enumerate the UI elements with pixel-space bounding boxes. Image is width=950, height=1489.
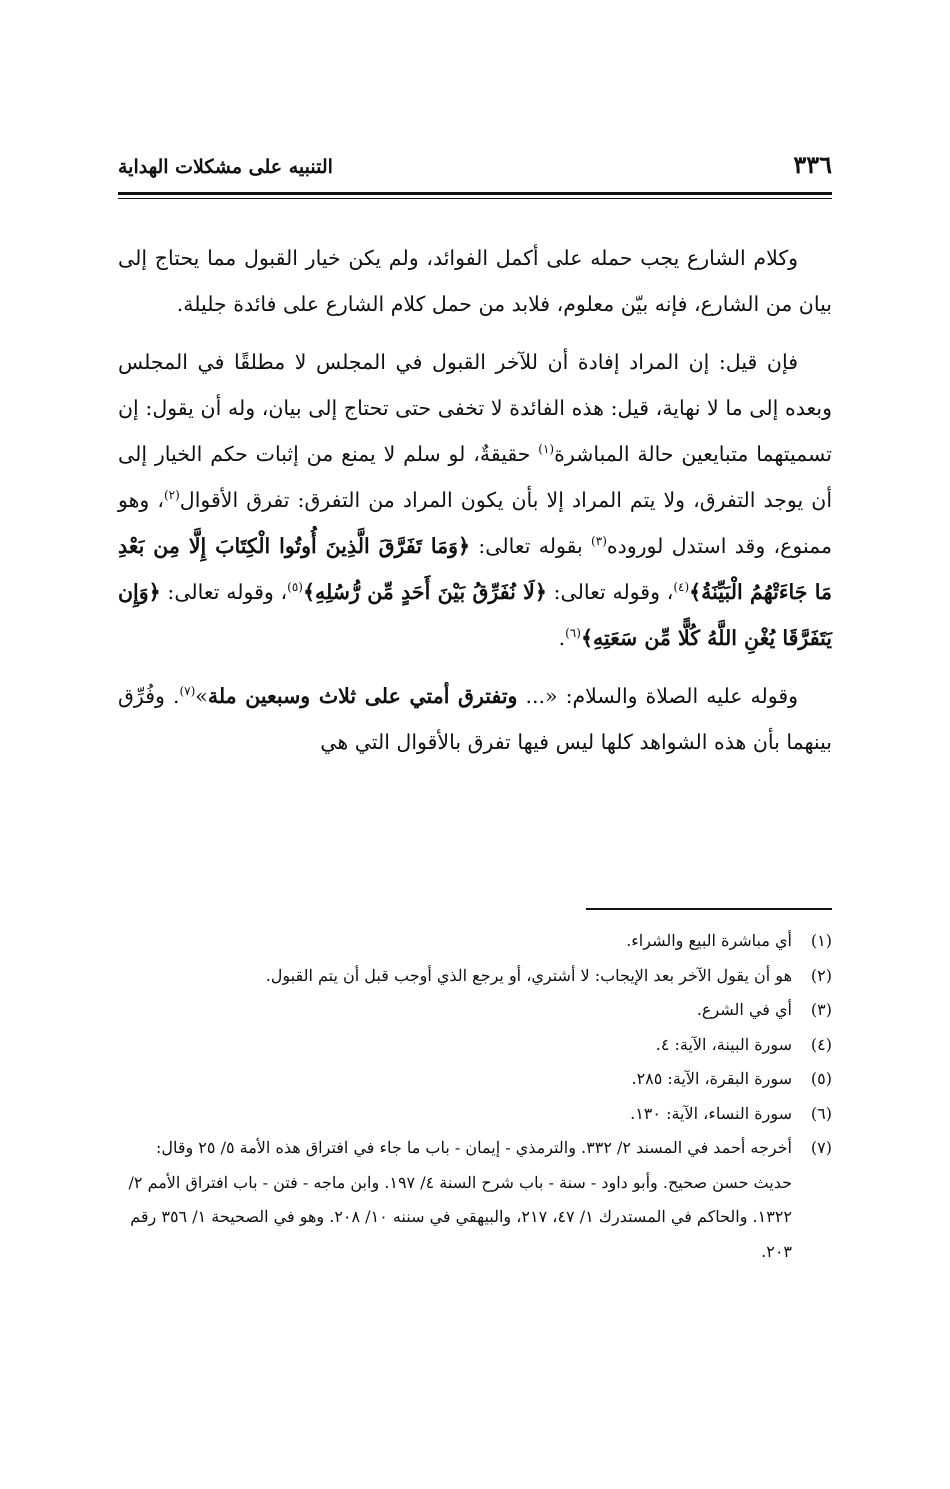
main-text <box>118 235 832 777</box>
footnote-ref: (٢) <box>163 488 180 503</box>
text-run: . وفُرِّق بينهما بأن هذه الشواهد كلها ليس فيها تفرق بالأقوال التي هي <box>118 684 832 754</box>
footnote <box>118 1062 832 1097</box>
footnote-text: سورة النساء، الآية: ١٣٠. <box>630 1103 792 1123</box>
text-run: فإن قيل: إن المراد إفادة أن للآخر القبول في المجلس لا مطلقًا في المجلس وبعده إلى ما لا نهاية، قيل: هذه الفائدة لا تخفى حتى تحتاج إلى بيان، وله أن يقول: إن تسميتهما متبايعين حالة المباشرة <box>118 350 832 466</box>
footnote-ref: (٧) <box>179 684 196 699</box>
footnote <box>118 1097 832 1132</box>
footnotes <box>118 924 832 1269</box>
hadith-text: وتفترق أمتي على ثلاث وسبعين ملة <box>207 684 518 708</box>
footnote-number: (٤) <box>810 1034 832 1054</box>
text-run: وقوله عليه الصلاة والسلام: «... <box>517 684 799 708</box>
header-rule-thick <box>118 192 832 195</box>
footnote-text: أي مباشرة البيع والشراء. <box>626 931 792 950</box>
paragraph-3 <box>118 673 832 765</box>
text-run: بقوله تعالى: <box>470 534 592 558</box>
footnote-ref: (٦) <box>565 626 581 641</box>
footnote-text: سورة البينة، الآية: ٤. <box>655 1034 792 1054</box>
footnote <box>118 993 832 1028</box>
footnote-number: (٣) <box>810 1000 832 1019</box>
quran-verse: ﴿وَمَا تَفَرَّقَ الَّذِينَ أُوتُوا الْكِتَابَ إِلَّا مِن بَعْدِ مَا جَاءَتْهُمُ الْبَيِّنَةُ﴾ <box>118 534 832 604</box>
page-number: ٣٣٦ <box>793 150 832 179</box>
running-title: التنبيه على مشكلات الهداية <box>118 156 333 178</box>
header-rule-thin <box>118 198 832 199</box>
footnote-separator <box>586 908 832 910</box>
paragraph-2 <box>118 339 832 661</box>
footnote-ref: (١) <box>538 442 555 457</box>
quran-verse: ﴿وَإِن يَتَفَرَّقَا يُغْنِ اللَّهُ كُلًّا مِّن سَعَتِهِ﴾ <box>118 580 832 650</box>
footnote <box>118 924 832 959</box>
text-run: ، وهو ممنوع، وقد استدل لوروده <box>118 488 833 558</box>
footnote-ref: (٥) <box>287 580 303 595</box>
footnote <box>118 959 832 994</box>
footnote-text: هو أن يقول الآخر بعد الإيجاب: لا أشتري، أو يرجع الذي أوجب قبل أن يتم القبول. <box>265 965 792 985</box>
text-run: » <box>195 684 208 708</box>
footnote <box>118 1028 832 1063</box>
footnote-number: (٧) <box>810 1138 832 1157</box>
footnote-number: (٢) <box>810 965 832 985</box>
paragraph-1: وكلام الشارع يجب حمله على أكمل الفوائد، ولم يكن خيار القبول مما يحتاج إلى بيان من الشارع، فإنه بيّن معلوم، فلابد من حمل كلام الشارع على فائدة جليلة. <box>118 246 832 316</box>
footnote-number: (٦) <box>810 1103 832 1123</box>
footnote-number: (١) <box>810 931 832 950</box>
footnote-text: أخرجه أحمد في المسند ٢/ ٣٣٢. والترمذي - إيمان - باب ما جاء في افتراق هذه الأمة ٥/ ٢٥ وقال: حديث حسن صحيح. وأبو داود - سنة - باب شرح السنة ٤/ ١٩٧. وابن ماجه - فتن - باب افتراق الأمم ٢/ ١٣٢٢. والحاكم في المستدرك ١/ ٤٧، ٢١٧، والبيهقي في سننه ١٠/ ٢٠٨. وهو في الصحيحة ١/ ٣٥٦ رقم ٢٠٣. <box>128 1138 792 1261</box>
text-run: ، وقوله تعالى: <box>160 580 288 604</box>
page-header <box>118 150 832 190</box>
footnote-ref: (٣) <box>591 534 607 549</box>
footnote-number: (٥) <box>810 1069 832 1088</box>
text-run: حقيقةٌ، لو سلم لا يمنع من إثبات حكم الخيار إلى أن يوجد التفرق، ولا يتم المراد إلا بأن يكون المراد من التفرق: تفرق الأقوال <box>118 442 833 512</box>
footnote <box>118 1131 832 1269</box>
quran-verse: ﴿لَا نُفَرِّقُ بَيْنَ أَحَدٍ مِّن رُّسُلِهِ﴾ <box>302 580 547 604</box>
footnote-text: سورة البقرة، الآية: ٢٨٥. <box>631 1069 792 1088</box>
text-run: . <box>558 626 566 650</box>
text-run: ، وقوله تعالى: <box>546 580 674 604</box>
footnote-text: أي في الشرع. <box>696 1000 792 1019</box>
footnote-ref: (٤) <box>673 580 690 595</box>
